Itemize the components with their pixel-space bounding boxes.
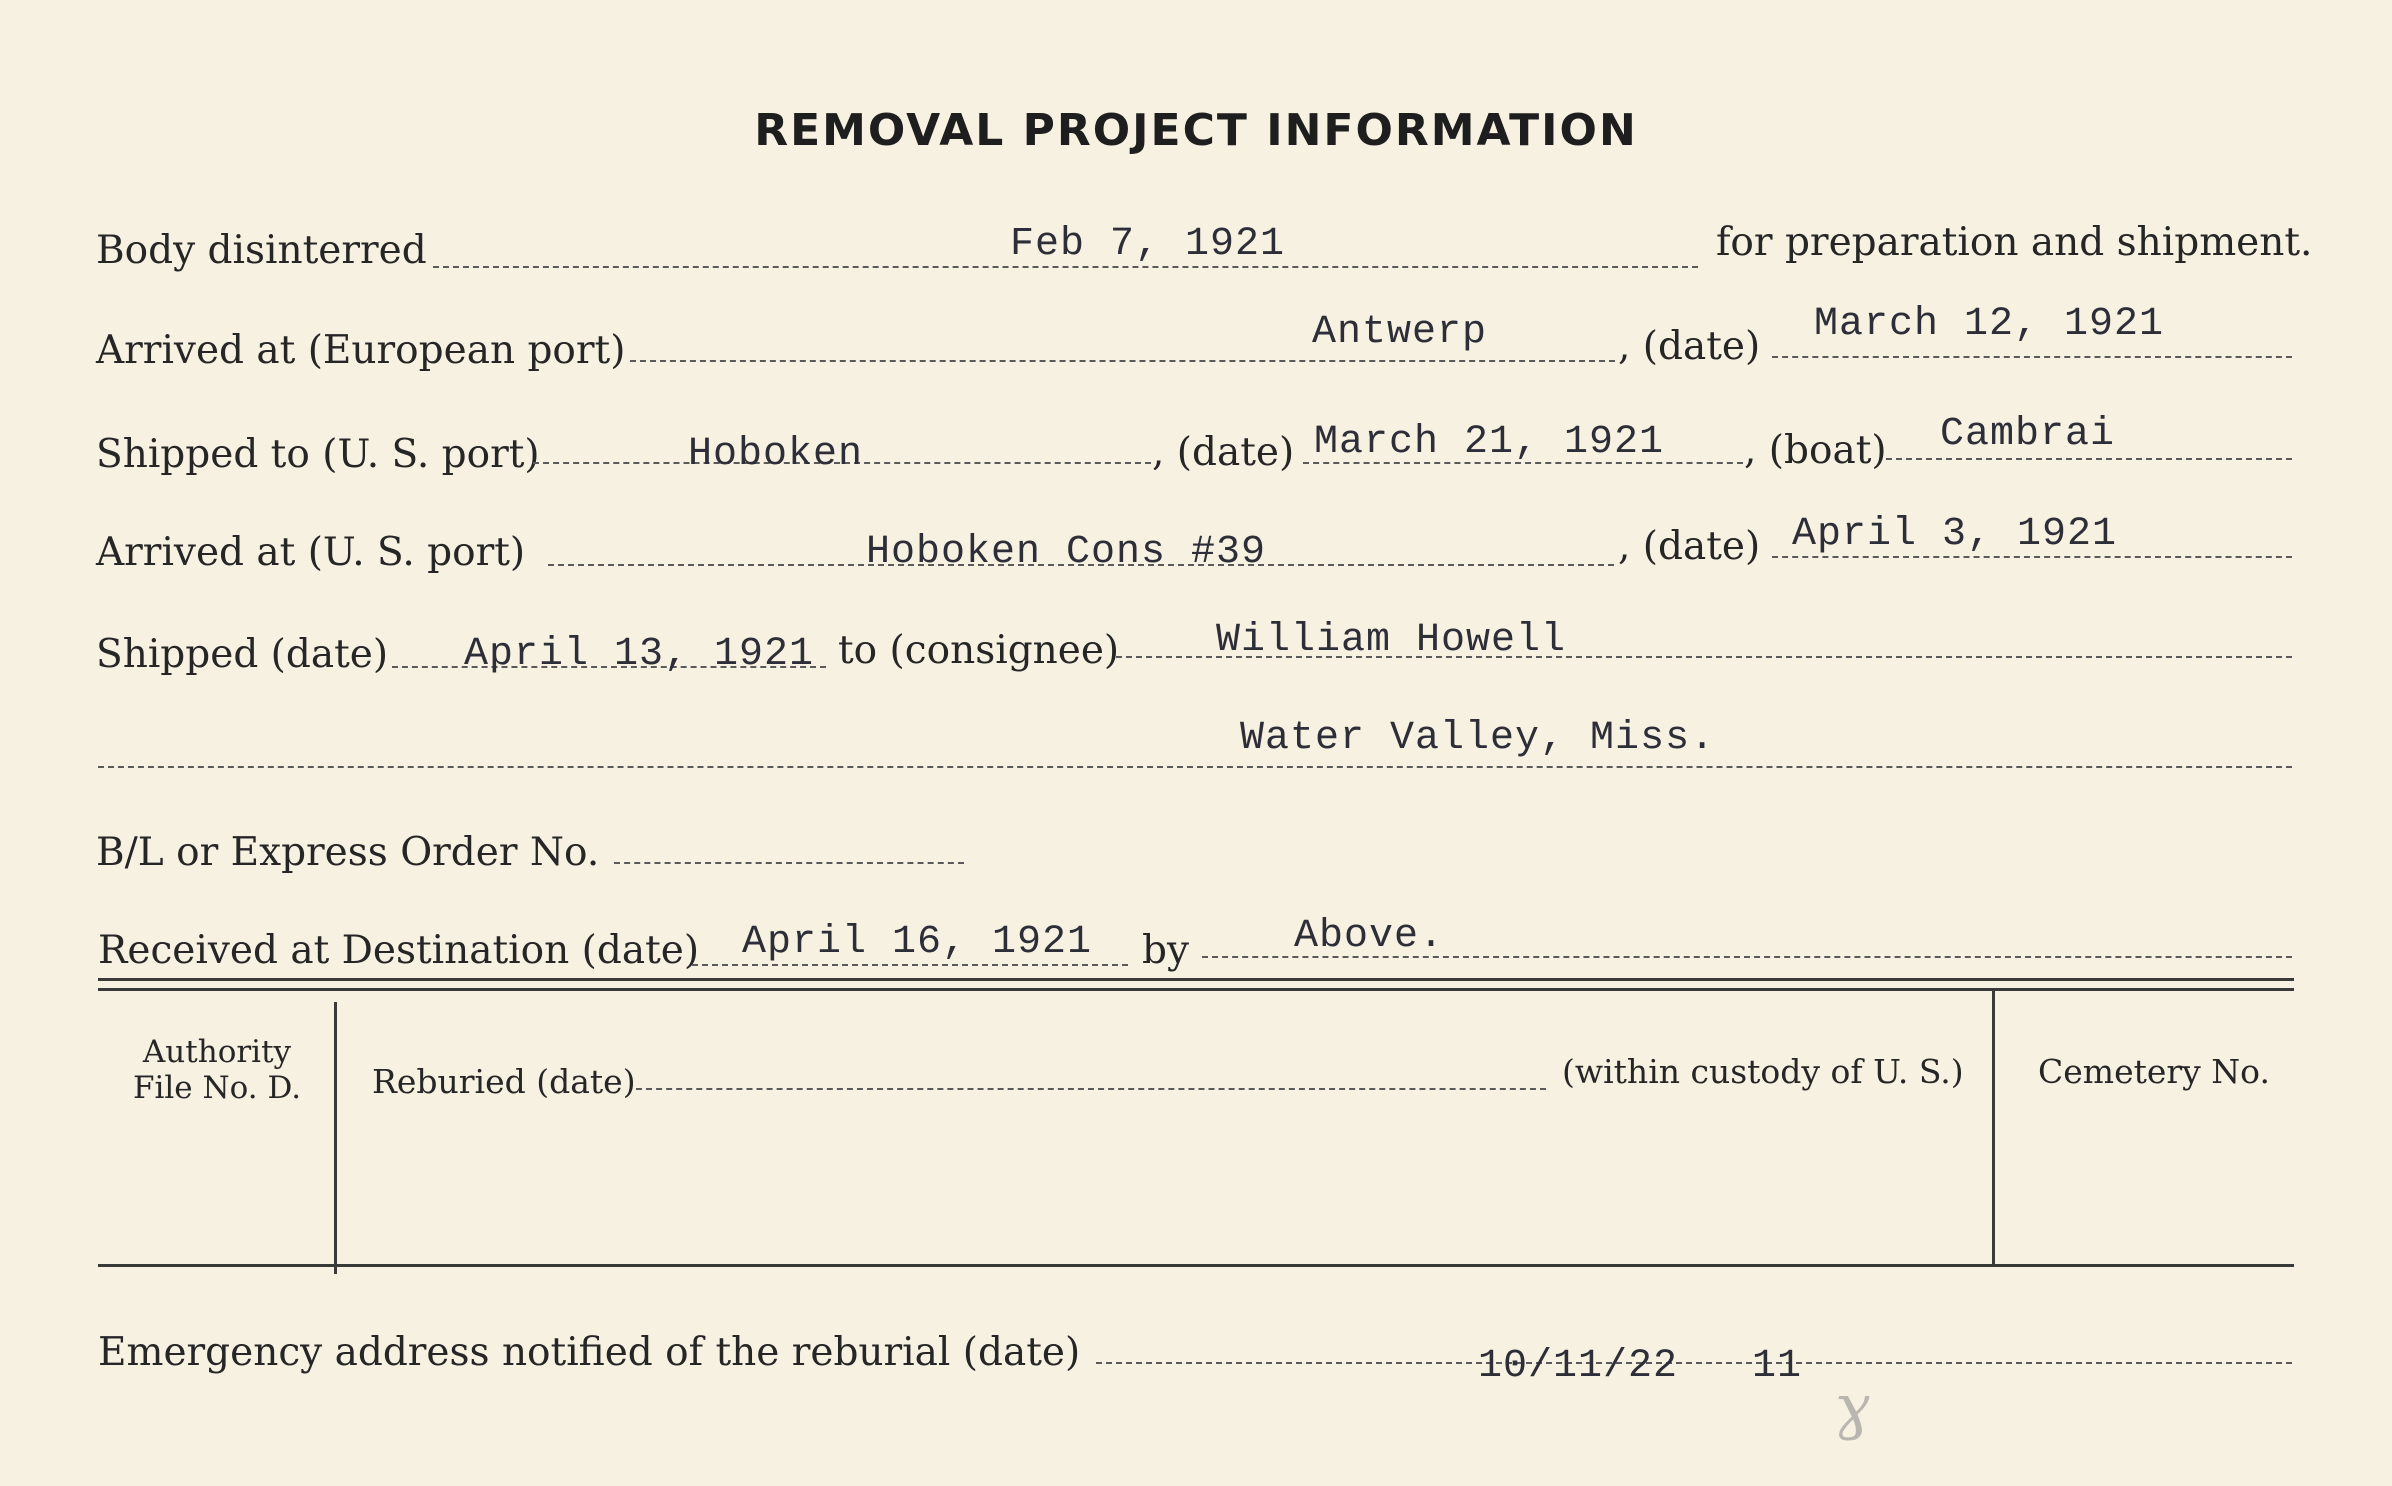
pencil-mark-icon: ɣ	[1834, 1372, 1870, 1442]
label-arrived-european: Arrived at (European port)	[96, 328, 626, 373]
value-received-date[interactable]: April 16, 1921	[742, 920, 1093, 965]
value-disinterred-date[interactable]: Feb 7, 1921	[1010, 222, 1286, 267]
value-boat[interactable]: Cambrai	[1940, 412, 2116, 457]
value-shipped-date[interactable]: April 13, 1921	[464, 632, 815, 677]
value-received-by[interactable]: Above.	[1294, 914, 1445, 959]
label-arrived-us: Arrived at (U. S. port)	[96, 530, 526, 575]
line-european-date	[1772, 356, 2292, 358]
label-emergency: Emergency address notified of the reburial (date)	[98, 1330, 1081, 1375]
line-bl-order	[614, 862, 964, 864]
table-top-rule-2	[98, 988, 2294, 991]
label-date-us-ship: , (date)	[1152, 430, 1295, 475]
table-divider-1	[334, 1002, 337, 1274]
value-emergency-code[interactable]: 11	[1752, 1344, 1803, 1389]
label-date-us-arrived: , (date)	[1618, 524, 1761, 569]
label-for-preparation: for preparation and shipment.	[1716, 220, 2313, 265]
line-consignee-address	[98, 766, 2292, 768]
label-date-european: , (date)	[1618, 324, 1761, 369]
label-bl-order: B/L or Express Order No.	[96, 830, 600, 875]
value-european-date[interactable]: March 12, 1921	[1814, 302, 2165, 347]
value-consignee-address[interactable]: Water Valley, Miss.	[1240, 716, 1716, 761]
label-by: by	[1142, 928, 1189, 973]
label-reburied: Reburied (date)	[372, 1062, 636, 1101]
label-boat: , (boat)	[1744, 428, 1887, 473]
header-authority	[112, 1034, 322, 1106]
value-us-port-shipped[interactable]: Hoboken	[688, 432, 864, 477]
value-us-port-arrived[interactable]: Hoboken Cons #39	[866, 530, 1267, 575]
header-authority-line1: Authority	[142, 1034, 292, 1070]
label-received-dest: Received at Destination (date)	[98, 928, 700, 973]
label-cemetery-no: Cemetery No.	[2038, 1052, 2270, 1091]
label-shipped-to-us: Shipped to (U. S. port)	[96, 432, 540, 477]
table-bottom-rule	[98, 1264, 2294, 1267]
value-emergency-date[interactable]: 10/11/22	[1478, 1344, 1679, 1389]
card-title: REMOVAL PROJECT INFORMATION	[754, 105, 1638, 156]
table-divider-2	[1992, 990, 1995, 1266]
label-body-disinterred: Body disinterred	[96, 228, 427, 273]
line-boat	[1886, 458, 2292, 460]
header-file-no: File No. D.	[132, 1070, 302, 1106]
table-top-rule-1	[98, 978, 2294, 981]
value-us-arrived-date[interactable]: April 3, 1921	[1792, 512, 2118, 557]
line-reburied-date	[636, 1088, 1546, 1090]
value-european-port[interactable]: Antwerp	[1312, 310, 1488, 355]
line-emergency-date	[1096, 1362, 2292, 1364]
label-shipped-date: Shipped (date)	[96, 632, 389, 677]
value-consignee[interactable]: William Howell	[1216, 618, 1567, 663]
label-to-consignee: to (consignee)	[838, 628, 1120, 673]
value-us-ship-date[interactable]: March 21, 1921	[1314, 420, 1665, 465]
line-european-port	[630, 360, 1615, 362]
label-within-custody: (within custody of U. S.)	[1562, 1052, 1964, 1091]
